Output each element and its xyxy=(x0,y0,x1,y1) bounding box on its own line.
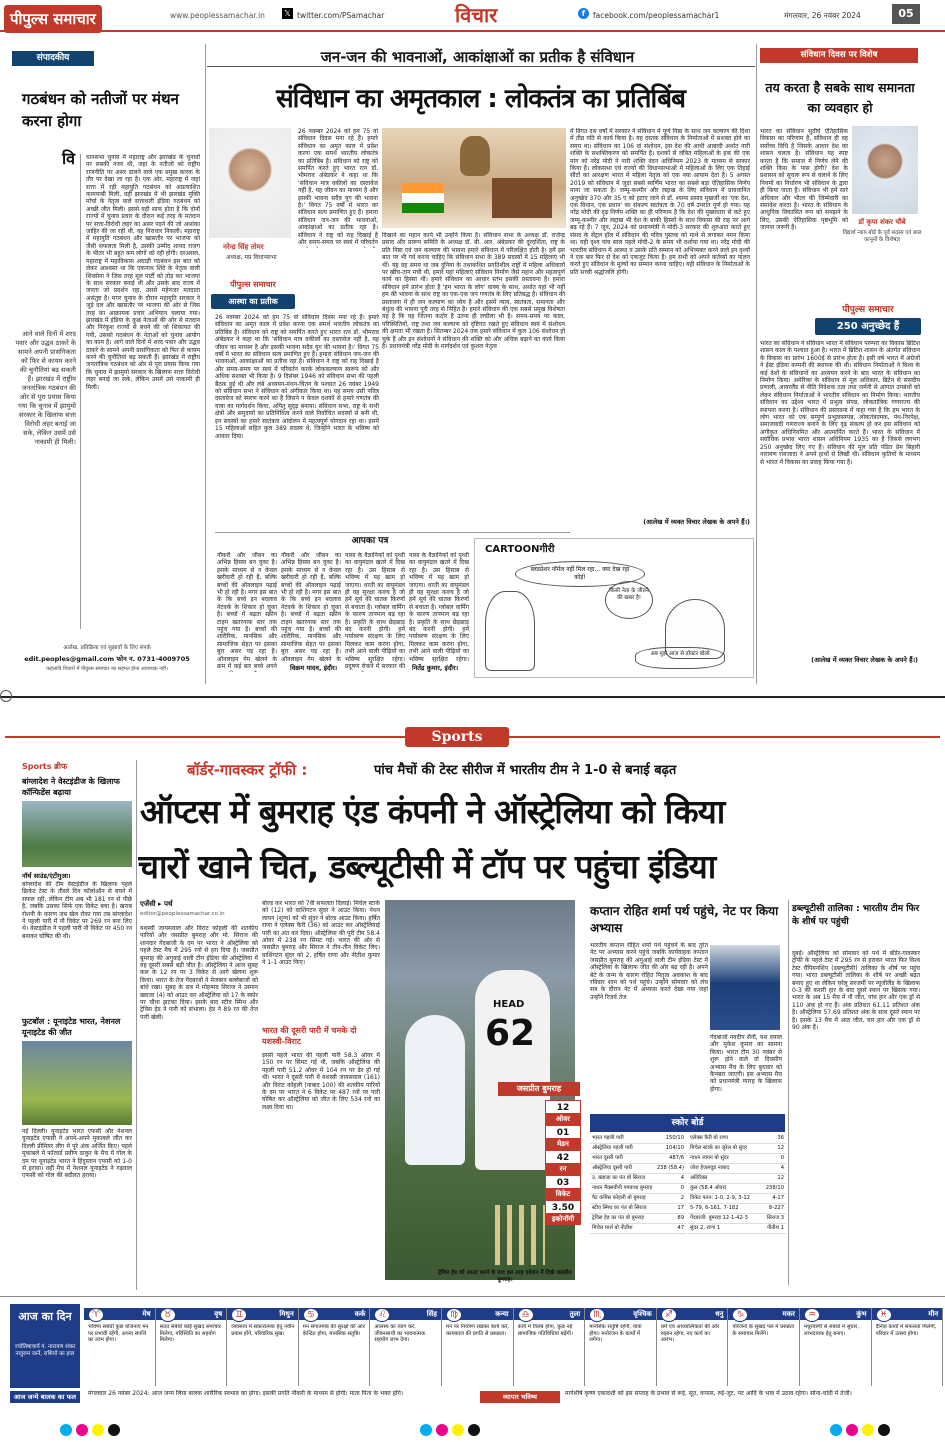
yellow-dot-icon xyxy=(452,1424,464,1436)
sports-strap: पांच मैचों की टेस्ट सीरीज में भारतीय टीम ने 1-0 से बनाई बढ़त xyxy=(374,763,677,778)
sign-name: वृष xyxy=(156,1308,227,1320)
sign-name: वृश्चिक xyxy=(585,1308,656,1320)
score-value: 0 xyxy=(655,1184,686,1194)
stat-label: ओवर xyxy=(545,1114,581,1125)
scoreboard-right xyxy=(688,1134,786,1284)
score-value: 2 xyxy=(655,1194,686,1204)
zodiac-icon: ♎ xyxy=(518,1308,534,1322)
lead-strap: जन-जन की भावनाओं, आकांक्षाओं का प्रतीक है संविधान xyxy=(320,48,635,66)
score-value: 104/10 xyxy=(655,1144,686,1154)
print-registration-bar xyxy=(0,1418,945,1442)
score-row xyxy=(688,1214,786,1224)
score-value: 487/6 xyxy=(655,1154,686,1164)
player-tag: जसप्रीत बुमराह xyxy=(498,1082,580,1096)
score-label: स्टीव स्मिथ का पंत बो सिराज xyxy=(590,1204,655,1214)
horoscope-title: आज का दिन xyxy=(18,1310,72,1323)
birth-text: मंगलवार 26 नवंबर 2024: आज जन्म लिया बालक शारीरिक स्वभाव का होगा। इसकी प्रगति नौकरी के माध्यम से होगी। माता पिता के भक्त होंगे। xyxy=(88,1390,404,1397)
rohit-photo xyxy=(710,945,780,1030)
side-author-photo xyxy=(852,126,918,214)
brief-1-dateline: नॉर्थ साउंड/एंटीगुआ। xyxy=(22,872,71,880)
sign-name: कुंभ xyxy=(800,1308,871,1320)
stat-value: 3.50 xyxy=(545,1200,581,1214)
score-value: 4 xyxy=(761,1164,786,1174)
score-row xyxy=(688,1164,786,1174)
speech-bubble: ब्लडप्रेशर नॉर्मल नहीं मिल रहा... क्या देख रहा कोई! xyxy=(515,561,645,587)
rohit-headline: कप्तान रोहित शर्मा पर्थ पहुंचे, नेट पर किया अभ्यास xyxy=(590,904,779,935)
sign-name: कर्क xyxy=(299,1308,370,1320)
wtc-headline: डब्ल्यूटीसी तालिका : भारतीय टीम फिर के शीर्ष पर पहुंची xyxy=(792,904,920,927)
sign-name: मेष xyxy=(84,1308,155,1320)
side-author-name: डॉ कृपा शंकर चौबे xyxy=(858,218,906,226)
zodiac-icon: ♏ xyxy=(589,1308,605,1322)
zodiac-icon: ♊ xyxy=(231,1308,247,1322)
black-dot-icon xyxy=(108,1424,120,1436)
brief-1-title: बांग्लादेश ने वेस्टइंडीज के खिलाफ कॉन्फिडेंस बढ़ाया xyxy=(22,777,120,797)
letter-1-b: नौकरी और जीवन का अभिन्न हिस्सा बन चुका है। इसके माध्यम से न केवल खरीदारी हो रही है, बल्कि बच्चों की ऑनलाइन पढ़ाई भी हो रही है। मगर इस बात के कि बच्चे इन बदलाव नेटवर्क के शिकार हो चुका है। बच्चों में बढ़ता स्क्रीन टाइम खतरनाक स्तर तक पहुंच गया है। बच्चों की शारीरिक, मानसिक और सामाजिक सेहत पर इसका बुरा असर पड़ रहा है। ऑनलाइन गेम खेलने के xyxy=(281,552,341,662)
score-row xyxy=(590,1144,686,1154)
score-value: सिराज 3 xyxy=(761,1214,786,1224)
constitution-photo xyxy=(382,128,566,228)
author-photo xyxy=(209,128,291,238)
book-icon xyxy=(492,178,552,218)
score-label: 5-79, 6-161, 7-182 xyxy=(688,1204,761,1214)
letter-2-b: नासा के वैज्ञानिकों को पृथ्वी का वायुमंडल खतरे में दिख रहा है। उस हिसाब से भविष्य में यह खत्म हो जाएगा। धरती का वायुमंडल ही वह सुरक्षा कवच है जो हमें सूर्य की घातक किरणों से बचाता है। ग्लोबल वार्मिंग के कारण तापमान बढ़ रहा है। प्रकृति के साथ छेड़छाड़ बंद करनी होगी। हमें पर्यावरण संरक्षण के लिए मिलकर काम करना होगा, तभी आने वाली पीढ़ियों का भविष्य सुरक्षित रहेगा। xyxy=(409,552,469,662)
sports-agency: एजेंसी ▸ पर्थ xyxy=(140,900,173,908)
sign-text: दैनिक कार्यों में सफलता मिलेगी, परिवार में उत्सव होगा। xyxy=(875,1324,937,1337)
letter-2-signature: नितेंद्र कुमार, इंदौर। xyxy=(412,664,459,672)
editorial-contact-label: आलेख, प्रतिक्रिया एवं सुझावों के लिए संपर्क xyxy=(63,645,151,651)
lead-col3: में विगत दस वर्षों में सरकार ने संविधान में पूर्ण निष्ठा के साथ जन कल्याण की दिशा में तीव्र गति से कार्य किया है। यह दस्तक संविधान के निर्माताओं में सशक्त होने का समय था। संविधान का 106 वां संशोधन, इस देश की आधी आबादी अर्थात नारी शक्ति के सशक्तिकरण को समर्पित है। दशकों से लंबित महिलाओं के हक की एक मांग को नरेंद्र मोदी ने नारी शक्ति वंदन अधिनियम 2023 के माध्यम से साकार किया है। लोकसभा एवं राज्यों की विधानसभाओं में महिलाओं के लिए एक तिहाई सीटों का आरक्षण भारत में महिला नेतृत्व को एक नया आयाम देता है। 5 अगस्त 2019 को संविधान में जुड़ा सबसे स्वर्णिम भारत का सबसे बड़ा ऐतिहासिक निर्णय माना जा सकता है। जम्मू-कश्मीर और लद्दाख के लिए संविधान में प्रावधानित अनुच्छेद 370 और 35 ए को हटाए जाने से डॉ. श्यामा प्रसाद मुखर्जी का 'एक देश, एक विधान, एक प्रधान' का संकल्प स्वतंत्रता के 70 वर्ष उपरांत पूर्ण हो गया। यह नरेंद्र मोदी की दृढ़ निर्णय शक्ति का ही परिणाम है कि देश की मुख्यधारा से कटे हुए जम्मू-कश्मीर और लद्दाख भी देश के बाकी हिस्सों के साथ विकास की राह पर आगे बढ़ रहे हैं। 7 जून, 2024 को प्रधानमंत्री ने मोदी-3 सरकार की शुरुआत करते हुए संसद के सेंट्रल हॉल में संविधान की पवित्र पुस्तक को माथे से लगाकर नमन किया था। यही दृश्य पांच साल पहले मोदी-2 के समय भी दर्शाया गया था। नरेंद्र मोदी की भारतीय संविधान में आस्था व उसके प्रति सम्मान को अभिव्यक्त करने वाले इन दृश्यों ने एक बार फिर से देश को एकजुट किया है। हम सभी को अपने कर्तव्यों का पालन करते हुए संविधान के मूल्यों का सम्मान करना चाहिए। यही संविधान के निर्माताओं के प्रति सच्ची श्रद्धांजलि होगी। xyxy=(570,128,750,276)
editorial-headline: गठबंधन को नतीजों पर मंथन करना होगा xyxy=(22,90,179,130)
score-label: विकेट पतन: 1-0, 2-9, 3-12 xyxy=(688,1194,761,1204)
score-row xyxy=(590,1204,686,1214)
sports-email[interactable]: editor@peoplessamachar.co.in xyxy=(140,911,225,917)
vyapar-text: मार्गशीर्ष कृष्ण एकादशी को इस सप्ताह के प्रभाव से रूई, सूत, कपास, रुई-जूट, पट आदि के भाव में उठाव रहेगा। सोना-चांदी में तेजी। xyxy=(565,1390,852,1397)
sign-name: सिंह xyxy=(370,1308,441,1320)
sign-text: धर्म एवं आध्यात्मिकता की ओर रुझान रहेगा, नए कार्य का आरंभ। xyxy=(660,1324,720,1344)
facebook-handle[interactable]: facebook.com/peoplessamachar1 xyxy=(593,11,720,20)
score-row xyxy=(590,1184,686,1194)
stat-value: 03 xyxy=(545,1175,581,1189)
score-value: 36 xyxy=(761,1134,786,1144)
sign-text: परिजनों के सुखद पल में प्रसन्नता के समाचार मिलेंगे। xyxy=(732,1324,795,1337)
score-row xyxy=(688,1154,786,1164)
score-row xyxy=(590,1224,686,1234)
score-value: 8-227 xyxy=(761,1204,786,1214)
score-value: 47 xyxy=(655,1224,686,1234)
sign-name: कन्या xyxy=(442,1308,513,1320)
score-row xyxy=(688,1204,786,1214)
brand-logo: पीपुल्स समाचार xyxy=(4,5,102,33)
score-label: गेंदबाजी: बुमराह 12-1-42-3 xyxy=(688,1214,761,1224)
lead-col2: दिखाने का महान कार्य भी उन्होंने किया है। संविधान सभा के अध्यक्ष डॉ. राजेन्द्र प्रसाद और प्रारूप समिति के अध्यक्ष डॉ. बी. आर. अंबेडकर की दूरदर्शिता, राष्ट्र के प्रति निष्ठा एवं जन कल्याण की भावना हमारे संविधान में परिलक्षित होती है। हमें इस बात पर भी गर्व करना चाहिए कि संविधान सभा के 389 सदस्यों में 15 महिलाएं भी थीं। यह वह समय था जब दुनिया के तथाकथित प्रगतिशील राष्ट्रों में महिला अधिकारों पर खींच-तान मची थी, हमारे यहां महिलाएं संविधान निर्माण जैसे महान और महत्वपूर्ण कार्य का हिस्सा थीं। हमारे संविधान का आधार स्तंभ इसकी प्रस्तावना है। हमारा संविधान हमें प्रारंभ होता है 'हम भारत के लोग' वाक्य के साथ, अर्थात यहां भी नहीं हम की भावना के साथ राष्ट्र का एक-एक जन गणतंत्र के लिए प्रतिबद्ध है। संविधान की प्रस्तावना में ही जन कल्याण का ध्येय है और इसमें न्याय, स्वतंत्रता, समानता और बंधुत्व की भावना पूरी तरह से निहित है। हमारे संविधान की एक सबसे प्रमुख विशेषता यह है कि यह जितना कठोर है उतना ही लचीला भी है। समय-समय पर काल, परिस्थितियों, राष्ट्र तथा जन कल्याण को दृष्टिगत रखते हुए संविधान स्वयं में संशोधन की क्षमता भी रखता है। सितम्बर 2024 तक हमारे संविधान में कुल 106 संशोधन हो चुके हैं और इन संशोधनों ने संविधान की शक्ति को और अधिक बढ़ाने का कार्य किया है। प्रधानमंत्री नरेंद्र मोदी के मार्गदर्शन एवं कुशल नेतृत्व xyxy=(382,232,565,351)
score-value: 4 xyxy=(655,1174,686,1184)
brief-2-photo xyxy=(22,1041,132,1125)
sports-subhead: भारत की दूसरी पारी में चमके दो यशस्वी-विराट xyxy=(262,1026,357,1046)
score-value: 0 xyxy=(761,1154,786,1164)
author-name: नरेन्द्र सिंह तोमर xyxy=(223,243,264,251)
score-row xyxy=(688,1194,786,1204)
score-row xyxy=(688,1174,786,1184)
drop-cap: वि xyxy=(62,149,76,168)
score-label: ट्रेविस हेड का पंत बो बुमराह xyxy=(590,1214,655,1224)
horoscope-sign xyxy=(657,1308,729,1386)
score-label: भारत पहली पारी xyxy=(590,1134,655,1144)
sports-col2: बोल्ड कर भारत को 7वीं सफलता दिलाई। मिचेल स्टार्क को (12) को वाशिंगटन सुंदर ने आउट किया। नेथन लायन (शून्य) को भी सुंदर ने बोल्ड आउट किया। हर्षित राणा ने एलेक्स कैरी (36) को आउट कर ऑस्ट्रेलियाई पारी का अंत कर दिया। ऑस्ट्रेलिया की पूरी टीम 58.4 ओवर में 238 रन सिमट गई। भारत की ओर से जसप्रीत बुमराह और सिराज ने तीन-तीन विकेट लिए। वाशिंगटन सुंदर को 2, हर्षित राणा और नीतीश कुमार ने 1-1 आउट किए। xyxy=(262,900,380,967)
author-role: अध्यक्ष, मप्र विधानसभा xyxy=(226,254,277,261)
score-row xyxy=(590,1134,686,1144)
doctor-figure-icon xyxy=(485,591,535,671)
zodiac-icon: ♐ xyxy=(661,1308,677,1322)
letter-1-signature: विक्रम यादव, इंदौर। xyxy=(290,664,338,672)
stumps-icon xyxy=(495,1205,545,1265)
sports-brief-tag: Sports ब्रीफ xyxy=(22,762,68,771)
editorial-label: संपादकीय xyxy=(12,51,94,66)
letter-1-a: नौकरी और जीवन का अभिन्न हिस्सा बन चुका है। इसके माध्यम से न केवल खरीदारी हो रही है, बल्कि बच्चों की ऑनलाइन पढ़ाई भी हो रही है। मगर इस बात के कि बच्चे इन बदलाव नेटवर्क के शिकार हो चुका है। बच्चों में बढ़ता स्क्रीन टाइम खतरनाक स्तर तक पहुंच गया है। बच्चों की शारीरिक, मानसिक और सामाजिक सेहत पर इसका बुरा असर पड़ रहा है। ऑनलाइन गेम खेलने के क्रम में कई बार बच्चे अपने xyxy=(217,552,277,671)
side-badge: 250 अनुच्छेद हैं xyxy=(815,318,921,335)
zodiac-icon: ♑ xyxy=(732,1308,748,1322)
sign-text: मानसिक संतुष्टि रहेगी, यात्रा होगा। मनोरंजन के कार्यों में लगेगा। xyxy=(589,1324,642,1344)
score-value: 238/10 xyxy=(761,1184,786,1194)
score-value: 4-17 xyxy=(761,1194,786,1204)
horoscope-sign xyxy=(370,1308,442,1386)
photo-caption: ट्रेविस हेड को आउट करने के बाद इस तरह एग्रेशन में दिखे जसप्रीत बुमराह। xyxy=(438,1270,572,1284)
side-banner: संविधान दिवस पर विशेष xyxy=(760,48,918,63)
score-value: 17 xyxy=(655,1204,686,1214)
score-label: ऑस्ट्रेलिया दूसरी पारी xyxy=(590,1164,655,1174)
stat-label: विकेट xyxy=(545,1189,581,1200)
black-dot-icon xyxy=(468,1424,480,1436)
stat-value: 01 xyxy=(545,1125,581,1139)
score-label: मिचेल मार्श बो नीतीश xyxy=(590,1224,655,1234)
lead-col1: 26 नवम्बर 2024 को हम 75 वां संविधान दिवस मना रहे हैं। हमारे संविधान का अमृत काल में प्रवेश करना एक समर्थ भारतीय लोकतंत्र का प्रतिबिंब है। संविधान को राष्ट्र को समर्पित करते हुए भारत रत्न डॉ. भीमराव अंबेडकर ने कहा था कि 'संविधान मात्र वकीलों का दस्तावेज नहीं है, यह जीवन का माध्यम है और इसकी भावना सदैव युग की भावना है।' विगत 75 वर्षों में भारत का संविधान सत्य प्रमाणित हुए हैं। हमारा संविधान जन-जन की भावनाओं, आकांक्षाओं का प्रतीक रहा है। संविधान ने राष्ट्र को राह दिखाई है और समय-समय पर स्वयं में परिवर्तन करके लोककल्याण स्वरूप को और अधिक सशक्त भी किया है। 9 दिसंबर 1946 को संविधान सभा की पहली बैठक हुई थी और लंबे अध्ययन-मंथन-चिंतन के पश्चात 26 नवंबर 1949 को संविधान सभा ने संविधान को अंगीकार किया था। यह समय उसी पवित्र दस्तावेज को स्मरण करने का है जिसने न केवल दशकों से हमारे गणतंत्र की यात्रा का मार्गदर्शन किया, अपितु सुदृढ़ बनाया। संविधान सभा, राष्ट्र के सभी क्षेत्रों और समुदायों का प्रतिनिधित्व करने वाले निर्वाचित सदस्यों से बनी थी, इन सदस्यों का हमारे स्वतंत्रता आंदोलन में महत्वपूर्ण योगदान रहा था। इसमें 15 महिलाओं सहित कुल 389 सदस्य थे, जिन्होंने भारत के भविष्य को आकार दिया। xyxy=(215,314,379,440)
side-headline: तय करता है सबके साथ समानता का व्यवहार हो xyxy=(765,80,915,115)
horoscope-sign xyxy=(585,1308,657,1386)
score-row xyxy=(590,1174,686,1184)
sign-text: भविष्य संबंधी कुछ योजनाएं मन पर प्रभावी रहेंगी, अपना संपत्ति का लाभ होगा। xyxy=(88,1324,149,1344)
sports-headline-2: चारों खाने चित, डब्ल्यूटीसी में टॉप पर पहुंचा इंडिया xyxy=(138,847,716,886)
yellow-dot-icon xyxy=(92,1424,104,1436)
badge-label: आस्था का प्रतीक xyxy=(211,294,295,309)
badge-brand: पीपुल्स समाचार xyxy=(230,280,276,289)
side-bottom: भारत का संविधान ने संविधान भारत में संविधान परम्परा का विकास ब्रिटिश शासन काल के पश्चात हुआ है। भारत में ब्रिटिश शासन के अंतर्गत संविधान के विकास का प्रारंभ 1600ई से प्रारंभ होता है। इसी वर्ष भारत में अंग्रेजों ने ईस्ट इंडिया कम्पनी की स्थापना की थी। संविधान निर्माताओं ने विश्व के कई देशों के संविधानों का अध्ययन करने के बाद भारत के संविधान का निर्माण किया। अमेरिका के संविधान से मूल अधिकार, ब्रिटेन से संसदीय प्रणाली, आयरलैंड से नीति निदेशक तत्व तथा जर्मनी से आपात उपबंधों को लेकर संविधान निर्माताओं ने भारतीय संविधान का निर्माण किया। भारतीय संविधान का उद्देश्य भारत में प्रभुत्व संपन्न, लोकतांत्रिक गणराज्य की स्थापना करना है। संविधान की प्रस्तावना में कहा गया है कि हम भारत के लोग भारत को एक सम्पूर्ण प्रभुत्वसम्पन्न, लोकतंत्रात्मक, पंथ-निरपेक्ष, समाजवादी गणराज्य बनाने के लिए दृढ़ संकल्प हो कर इस संविधान को अंगीकृत अधिनियमित और आत्मार्पित करते हैं। भारत के संविधान में सर्वाधिक प्रभाव भारत शासन अधिनियम 1935 का है जिससे लगभग 250 अनुच्छेद लिए गए हैं। संविधान की मूल प्रति पंडित प्रेम बिहारी नारायण रायजादा ने अपने हाथों से लिखी थी। संविधान कृतियों के माध्यम से भारत में विकास का प्रवाह किया गया है। xyxy=(760,340,920,466)
birth-label: आज जन्मे बालक का फल xyxy=(10,1391,80,1403)
vyapar-label: व्यापार भविष्य xyxy=(480,1391,560,1403)
side-brand: पीपुल्स समाचार xyxy=(842,305,894,315)
registration-mark-icon xyxy=(0,690,12,702)
letter-2-a: नासा के वैज्ञानिकों को पृथ्वी का वायुमंडल खतरे में दिख रहा है। उस हिसाब से भविष्य में यह खत्म हो जाएगा। धरती का वायुमंडल ही वह सुरक्षा कवच है जो हमें सूर्य की घातक किरणों से बचाता है। ग्लोबल वार्मिंग के कारण तापमान बढ़ रहा है। प्रकृति के साथ छेड़छाड़ बंद करनी होगी। हमें पर्यावरण संरक्षण के लिए मिलकर काम करना होगा, तभी आने वाली पीढ़ियों का भविष्य सुरक्षित रहेगा। प्रदूषण रोकने में सरकार की xyxy=(345,552,405,671)
page-number: 05 xyxy=(892,4,920,24)
zodiac-icon: ♉ xyxy=(160,1308,176,1322)
score-label: एलेक्स कैरी बो राणा xyxy=(688,1134,761,1144)
score-label: नाथन मैक्सवीनी पगबाधा बुमराह xyxy=(590,1184,655,1194)
horoscope-today xyxy=(10,1304,80,1388)
score-row xyxy=(688,1184,786,1194)
jersey-name: HEAD xyxy=(493,999,525,1010)
sign-text: मन संगातमक की सुरक्षों की ओर केन्द्रित होगा, मानसिक संतुष्टि। xyxy=(302,1324,365,1337)
editorial-contact[interactable]: edit.peoples@gmail.com फोन न. 0731-4009705 xyxy=(24,655,190,663)
ashoka-emblem-icon xyxy=(460,136,490,176)
brief-1-photo xyxy=(22,801,132,867)
cyan-dot-icon xyxy=(420,1424,432,1436)
sports-col1: यशस्वी जायसवाल और विराट कोहली की शतकीय पारियों और जसप्रीत बुमराह और मो. सिराज की शानदार गेंदबाजी के दम पर भारत ने ऑस्ट्रेलिया को पहले टेस्ट मैच में 295 रनों से हरा दिया है। जसप्रीत बुमराह की अगुवाई वाली टीम इंडिया की ऑस्ट्रेलिया में यह दूसरी सबसे बड़ी जीत है। ऑस्ट्रेलिया ने आज सुबह कल के 12 रन पर 3 विकेट से आगे खेलना शुरू किया। भारत के तेज गेंदबाजों ने मेजबान बल्लेबाजों को बांधे रखा। सुबह के सत्र में मोहम्मद सिराज ने उस्मान ख्वाजा (4) को आउट कर ऑस्ट्रेलिया को 17 के स्कोर पर चौथा झटका दिया। इसके बाद स्टीव स्मिथ और ट्रेविस हेड ने पारी को संभाला। हेड ने 89 रन की तेज पारी खेली। xyxy=(140,925,258,1021)
editorial-disclaimer: फहलावि विचारों में पीपुल्स समाचार का सहमत होना आवश्यक नहीं। xyxy=(46,666,168,672)
flag-icon xyxy=(402,183,444,213)
score-label: सुंदर 2, राणा 1 xyxy=(688,1224,761,1234)
twitter-handle[interactable]: twitter.com/PSamachar xyxy=(297,11,385,20)
sports-col2b: इससे पहले भारत की पहली पारी 58.3 ओवर में 150 रन पर सिमट गई थी, जबकि ऑस्ट्रेलिया की पहली पारी 51.2 ओवर में 104 रन पर ढेर हो गई थी। भारत ने दूसरी पारी में यशस्वी जायसवाल (161) और विराट कोहली (नाबाद 100) की शतकीय पारियों के दम पर भारत ने 6 विकेट पर 487 रनों पर पारी घोषित कर ऑस्ट्रेलिया को जीत के लिए 534 रनों का लक्ष्य दिया था। xyxy=(262,1052,380,1111)
zodiac-icon: ♒ xyxy=(804,1308,820,1322)
scoreboard-title: स्कोर बोर्ड xyxy=(590,1114,785,1132)
stat-value: 12 xyxy=(545,1100,581,1114)
horoscope-sign xyxy=(800,1308,872,1386)
sign-name: मकर xyxy=(728,1308,799,1320)
rohit-caption: गेंदबाजों नवदीप सैनी, यश दयाल और मुकेश कुमार का सामना किया। भारत टीम 30 नवंबर से शुरू होने वाले दो दिवसीय अभ्यास मैच के लिए बुधवार को कैनबरा जाएगी। इस अभ्यास मैच को प्रधानमंत्री ग्यारह के खिलाफ होगा। xyxy=(710,1034,782,1093)
score-label: ऑस्ट्रेलिया पहली पारी xyxy=(590,1144,655,1154)
magenta-dot-icon xyxy=(76,1424,88,1436)
score-value: नीतीश 1 xyxy=(761,1224,786,1234)
sign-name: धनु xyxy=(657,1308,728,1320)
scoreboard-left xyxy=(590,1134,686,1284)
score-row xyxy=(590,1164,686,1174)
jersey-number: 62 xyxy=(485,1013,536,1054)
lead-note: (आलेख में व्यक्त विचार लेखक के अपने हैं।) xyxy=(643,518,750,526)
horoscope-sign xyxy=(156,1308,228,1386)
cartoon-caption: अब मुझे आज से डॉक्टर बोलो xyxy=(635,647,725,669)
magenta-dot-icon xyxy=(436,1424,448,1436)
lead-col1-top: 26 नवम्बर 2024 को हम 75 वां संविधान दिवस मना रहे हैं। हमारे संविधान का अमृत काल में प्रवेश करना एक समर्थ भारतीय लोकतंत्र का प्रतिबिंब है। संविधान को राष्ट्र को समर्पित करते हुए भारत रत्न डॉ. भीमराव अंबेडकर ने कहा था कि 'संविधान मात्र वकीलों का दस्तावेज नहीं है, यह जीवन का माध्यम है और इसकी भावना सदैव युग की भावना है।' विगत 75 वर्षों में भारत का संविधान सत्य प्रमाणित हुए हैं। हमारा संविधान जन-जन की भावनाओं, आकांक्षाओं का प्रतीक रहा है। संविधान ने राष्ट्र को राह दिखाई है और समय-समय पर स्वयं में परिवर्तन xyxy=(298,128,378,247)
cartoon-title: CARTOONगीरी xyxy=(485,544,555,555)
black-dot-icon xyxy=(878,1424,890,1436)
editorial-body: धानसभा चुनाव में महाराष्ट्र और झारखंड के चुनावों पर सबकी नजर थी, जहां के नतीजों को राष्ट्रीय राजनीति पर असर डालने वाले एक प्रमुख कारक के तौर पर देखा जा रहा है। एक ओर, महाराष्ट्र में जहां सत्ता में रही महायुति गठबंधन को अप्रत्याशित कामयाबी मिली, वहीं झारखंड में भी झारखंड मुक्ति मोर्चा के नेतृत्व वाले सत्ताधारी इंडिया गठबंधन को अच्छी जीत मिली। इससे यही साफ होता है कि दोनों राज्यों में चुनाव प्रचार के दौरान कई तरह के मतदान पर सत्ता-विरोधी लहर का असर पड़ने की जो आशंका जाहिर की जा रही थी, वह निराधार निकली। महाराष्ट्र में महायुति गठबंधन और खासतौर पर भाजपा को जैसी सफलता मिली है, उसकी उम्मीद शायद राजग के भीतर भी बहुत कम लोगों को रही होगी। दरअसल, महाराष्ट्र में महाविकास अघाड़ी गठबंधन इस बात को लेकर आश्वस्त था कि एकनाथ शिंदे के नेतृत्व वाली शिवसेना ने जिस तरह मूल पार्टी को तोड़ कर भाजपा के साथ सरकार बनाई थी और उसके बाद राज्य में जनता जो प्रदर्शन रहा, उससे महेनजर मतदाता असंतुष्ट है। मगर चुनाव के दौरान महायुति सरकार ने जुड़े दल और खासतौर पर भाजपा की ओर से जिस तरह का आक्रामक प्रचार अभियान चलाया गया। झारखंड में इंडिया के कुछ नेताओं की ओर से मतदान और निरंकुश राज्यों से बचने की जो शिकायत की गयी, उसको गठबंधन के नेताओं को चुनाव आयोग का काम है। आगे वाले दिनों में शरद पवार और उद्धव ठाकरे के सामने अपनी प्रासंगिकता को फिर से कायम करने की चुनौतियां बढ़ सकती हैं। झारखंड में राष्ट्रीय जनतांत्रिक गठबंधन को ओर से पूरा प्रयास किया गया कि चुनाव में झामुमो सरकार के खिलाफ सत्ता विरोधी लहर बनाई जा सके, लेकिन उसमें उसे नाकामी ही मिली। xyxy=(86,154,200,391)
sign-text: मन पर नियंत्रण रखकर कार्य करें, कामकाज की प्रगति से प्रसन्नता। xyxy=(446,1324,510,1337)
score-row xyxy=(688,1134,786,1144)
cyan-dot-icon xyxy=(60,1424,72,1436)
zodiac-icon: ♓ xyxy=(876,1308,892,1322)
brief-2-text: नई दिल्ली। यूनाइटेड भारत एफसी और नेशनल यूनाइटेड एफसी ने अपने-अपने मुकाबले जीत कर दिल्ली प्रीमियर लीग में पूरे अंक अर्जित किए। पहले मुकाबले में फॉरवर्ड प्रवीण ठाकुर के मैच में गोल के दम पर यूनाइटेड भारत ने हिंदुस्तान एफसी को 1-0 से हराया। वहीं मैच में नेशनल यूनाइटेड ने गढ़वाल एफसी को गोल की बदौलत हराया। xyxy=(22,1128,132,1180)
thought-bubble: किसी नेता के जीतने की खबर है! xyxy=(605,581,653,619)
score-label: पैट कमिंस कोहली बो बुमराह xyxy=(590,1194,655,1204)
horoscope-sign xyxy=(227,1308,299,1386)
horoscope-sign xyxy=(514,1308,586,1386)
horoscope-sign xyxy=(728,1308,800,1386)
score-value: 150/10 xyxy=(655,1134,686,1144)
stat-label: रन xyxy=(545,1164,581,1175)
score-label: जोश हेजलवुड नाबाद xyxy=(688,1164,761,1174)
score-label: उ. ख्वाजा का पंत बो सिराज xyxy=(590,1174,655,1184)
score-label: मिचेल स्टार्क का जुरेल बो सुंदर xyxy=(688,1144,761,1154)
sign-name: मिथुन xyxy=(227,1308,298,1320)
cartoon-panel xyxy=(474,538,754,678)
wtc-text: दुबई। ऑस्ट्रेलिया को सोमवार को पर्थ में बॉर्डर-गावस्कर ट्रॉफी के पहले टेस्ट में 295 रन से हराकर भारत फिर विश्व टेस्ट चैंपियनशिप (डब्ल्यूटीसी) तालिका के शीर्ष पर पहुंच गया। भारत डब्ल्यूटीसी तालिका के शीर्ष पर अच्छी बढ़त बनाए हुए था लेकिन घरेलू सरजमीं पर न्यूजीलैंड के खिलाफ 0-3 की करारी हार के बाद दूसरे स्थान पर खिसक गया। भारत के अब 15 मैच में नौ जीत, पांच हार और एक ड्रॉ से 110 अंक हो गए हैं। अंक प्रतिशत 61.11 प्रतिशत अंक है। ऑस्ट्रेलिया 57.69 प्रतिशत अंक के साथ दूसरे स्थान पर है। इसके 13 मैच में आठ जीत, चार हार और एक ड्रॉ से 90 अंक हैं। xyxy=(792,950,920,1032)
magenta-dot-icon xyxy=(846,1424,858,1436)
score-label: अतिरिक्त xyxy=(688,1174,761,1184)
sign-text: आलस्य का त्याग करें, जीवनसाथी का भावनात्मक सहयोग लाभ देगा। xyxy=(374,1324,426,1344)
side-note: (आलेख में व्यक्त विचार लेखक के अपने हैं।) xyxy=(811,656,918,664)
score-row xyxy=(688,1144,786,1154)
stat-label: मेडन xyxy=(545,1139,581,1150)
score-row xyxy=(688,1224,786,1234)
stat-label: इकोनॉमी xyxy=(545,1214,581,1225)
side-top: भारत का संविधान सुदीर्घ ऐतिहासिक विकास का परिणाम है, संविधान ही वह सर्वोच्च विधि है जिसके आधार देश का शासन चलता है। संविधान यह स्पष्ट करता है कि समाज में निर्णय लेने की शक्ति किस के पास होगी? देश के प्रशासन को सुचारु रूप से चलाने के लिए नियमों का निर्धारण भी संविधान के द्वारा ही किया जाता है। संविधान भी हमें सारे अधिकार और भीतर की जिम्मेदारी का समावेश करता है। भारत के संविधान के आधुनिक विकासित रूप को समझने के लिए, उसकी ऐतिहासिक पृष्ठभूमि को जानना जरूरी है। xyxy=(760,128,848,232)
score-row xyxy=(590,1154,686,1164)
score-label: भारत दूसरी पारी xyxy=(590,1154,655,1164)
rohit-text: भारतीय कप्तान रोहित शर्मा पर्थ पहुंचने के बाद तुरंत नेट पर अभ्यास करने पहुंचे जबकि कार्यवाहक कप्तान जसप्रीत बुमराह की अगुआई वाली टीम इंडिया टेस्ट में ऑस्ट्रेलिया के खिलाफ जीत की ओर बढ़ रही है। अपने बेटे के जन्म के कारण रोहित पितृत्व अवकाश के बाद रविवार शाम को पर्थ पहुंचे। उन्होंने सोमवार को लंच सत्र के दौरान नेट में अभ्यास करते देखा गया जहां उन्होंने रिजर्व तेज xyxy=(590,942,708,1001)
side-author-role: विद्यार्थ न्याय बोर्ड के पूर्व सदस्य एवं बाल कानूनों के विशेषज्ञ xyxy=(842,230,922,243)
facebook-icon: f xyxy=(578,8,589,19)
sports-banner: Sports xyxy=(405,727,509,747)
score-value: 12 xyxy=(761,1144,786,1154)
website-url[interactable]: www.peoplessamachar.in xyxy=(170,11,265,20)
score-row xyxy=(590,1194,686,1204)
issue-date: मंगलवार, 26 नवंबर 2024 xyxy=(784,11,861,20)
zodiac-icon: ♈ xyxy=(88,1308,104,1322)
score-value: 12 xyxy=(761,1174,786,1184)
score-value: 238 (58.4) xyxy=(655,1164,686,1174)
bumrah-figure-icon xyxy=(405,1015,465,1165)
sign-name: तुला xyxy=(514,1308,585,1320)
score-value: 89 xyxy=(655,1214,686,1224)
masthead xyxy=(0,0,945,32)
sign-text: मधुरवाणी से संबंधों में सुधार, लाभदायक हेतु बनाए। xyxy=(804,1324,859,1337)
editorial-pullquote: आने वाले दिनों में शरद पवार और उद्धव ठाकरे के सामने अपनी प्रासंगिकता को फिर से कायम करने की चुनौतियां बढ़ सकती हैं। झारखंड में राष्ट्रीय जनतांत्रिक गठबंधन की ओर से पूरा प्रयास किया गया कि चुनाव में झामुमो सरकार के खिलाफ सत्ता विरोधी लहर बनाई जा सके, लेकिन उसमें उसे नाकामी ही मिली। xyxy=(15,330,76,446)
sign-text: सतत संबंधी कोई सुखद समाचार मिलेगा, परिस्थिति का सहयोग मिलेगा। xyxy=(159,1324,221,1344)
sign-text: व्यवसाय में सकारात्मक हेतु नवीन प्रयास होंगे, परिवारिक सुख। xyxy=(231,1324,295,1337)
score-label: कुल (58.4 ओवर) xyxy=(688,1184,761,1194)
lead-headline: संविधान का अमृतकाल : लोकतंत्र का प्रतिबिंब xyxy=(276,84,685,114)
bumrah-stats xyxy=(545,1100,581,1225)
score-row xyxy=(590,1214,686,1224)
sports-headline-1: ऑप्टस में बुमराह एंड कंपनी ने ऑस्ट्रेलिया को किया xyxy=(140,792,725,831)
zodiac-icon: ♍ xyxy=(446,1308,462,1322)
horoscope-sign xyxy=(442,1308,514,1386)
brief-2-title: फुटबॉल : यूनाइटेड भारत, नेशनल यूनाइटेड की जीत xyxy=(22,1017,121,1037)
yellow-dot-icon xyxy=(862,1424,874,1436)
section-title: विचार xyxy=(455,3,498,27)
zodiac-icon: ♋ xyxy=(303,1308,319,1322)
horoscope-sign xyxy=(872,1308,944,1386)
score-label: नाथन लायन बो सुंदर xyxy=(688,1154,761,1164)
horoscope-author: ज्योतिषाचार्य पं. नारायण शंकर नावुराम जानें, राशियों का हाल xyxy=(14,1344,76,1357)
zodiac-icon: ♌ xyxy=(374,1308,390,1322)
cyan-dot-icon xyxy=(830,1424,842,1436)
horoscope-sign xyxy=(84,1308,156,1386)
horoscope-sign xyxy=(299,1308,371,1386)
sports-kicker: बॉर्डर-गावस्कर ट्रॉफी : xyxy=(187,761,308,779)
x-icon: 𝕏 xyxy=(282,8,293,19)
letters-heading: आपका पत्र xyxy=(351,536,389,546)
brief-1-text: बांग्लादेश की टीम वेस्टइंडीज के खिलाफ पहले क्रिकेट टेस्ट के तीसरे दिन फॉलोऑन से बचने में सफल रही, लेकिन टीम अब भी 181 रन से पीछे है, जबकि उसका सिर्फ एक विकेट बचा है। खराब रोशनी के कारण जब खेल रोका गया तब बांग्लादेश ने पहली पारी में नौ विकेट पर 269 रन बना लिए थे। वेस्टइंडीज ने पहली पारी नौ विकेट पर 450 रन बनाकर घोषित की थी। xyxy=(22,881,132,940)
stat-value: 42 xyxy=(545,1150,581,1164)
sign-text: कार्य में विलंब होगा, कुछ नई सामाजिक गतिविधियां बढ़ेंगी। xyxy=(517,1324,573,1337)
sign-name: मीन xyxy=(872,1308,943,1320)
